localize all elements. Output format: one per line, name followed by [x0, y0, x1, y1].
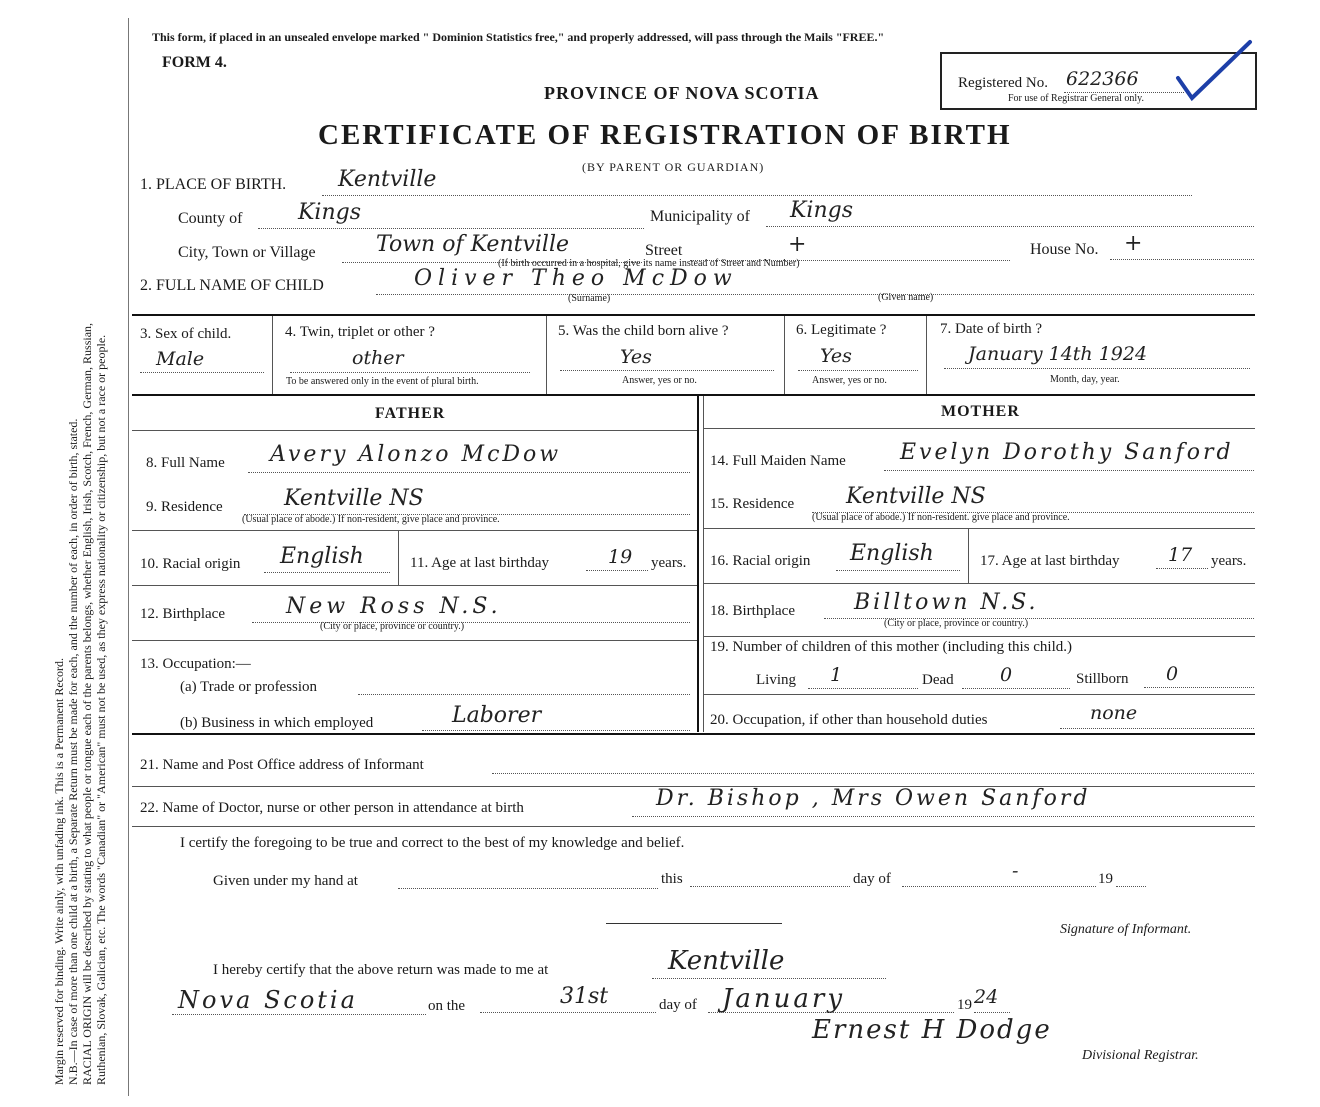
business-value: Laborer — [452, 703, 542, 728]
margin-note-4: Ruthenian, Slovak, Galician, etc. The words "Canadian" or "American" must not be used, as they express nationality or citizenship, but not a race or people. — [94, 334, 108, 1085]
county-value: Kings — [298, 200, 362, 225]
mother-age-label: 17. Age at last birthday — [980, 553, 1120, 569]
mother-birthplace-note: (City or place, province or country.) — [884, 618, 1029, 629]
registered-label: Registered No. — [958, 75, 1048, 91]
surname-note: (Surname) — [568, 293, 611, 304]
dob-note: Month, day, year. — [1050, 374, 1120, 385]
mother-age-value: 17 — [1168, 544, 1193, 566]
stillborn-label: Stillborn — [1076, 671, 1129, 687]
dead-label: Dead — [922, 672, 954, 688]
father-birthplace-value: New Ross N.S. — [286, 594, 502, 619]
occupation-label: 13. Occupation:— — [140, 656, 251, 672]
registrar-place-value: Kentville — [668, 946, 785, 976]
mail-notice: This form, if placed in an unsealed envelope marked " Dominion Statistics free," and properly addressed, will pass through the Mails "FREE." — [152, 30, 885, 44]
place-of-birth-label: 1. PLACE OF BIRTH. — [140, 176, 287, 193]
doctor-label: 22. Name of Doctor, nurse or other person in attendance at birth — [140, 800, 524, 816]
registrar-day-value: 31st — [560, 984, 609, 1009]
day-of-label: day of — [853, 871, 891, 887]
province-heading: PROVINCE OF NOVA SCOTIA — [544, 83, 820, 103]
child-name-label: 2. FULL NAME OF CHILD — [140, 277, 324, 294]
father-heading: FATHER — [375, 405, 446, 422]
certify-text: I certify the foregoing to be true and correct to the best of my knowledge and belief. — [180, 835, 685, 851]
registrar-day-of-label: day of — [659, 997, 697, 1013]
alive-value: Yes — [620, 346, 652, 368]
municipality-label: Municipality of — [650, 208, 750, 225]
margin-line — [128, 18, 129, 1096]
registrar-signature: Ernest H Dodge — [812, 1015, 1052, 1045]
father-residence-value: Kentville NS — [284, 486, 424, 511]
mother-racial-value: English — [850, 541, 934, 566]
house-value: + — [1124, 231, 1143, 256]
certify-year-prefix: 19 — [1098, 871, 1113, 887]
stillborn-value: 0 — [1166, 663, 1179, 685]
informant-label: 21. Name and Post Office address of Informant — [140, 757, 424, 773]
father-name-value: Avery Alonzo McDow — [270, 442, 562, 467]
city-value: Town of Kentville — [376, 232, 570, 257]
father-residence-label: 9. Residence — [146, 499, 223, 515]
dead-value: 0 — [1000, 664, 1013, 686]
registrar-note: For use of Registrar General only. — [1008, 93, 1144, 104]
margin-note-1: Margin reserved for binding. Write ainly, with unfading ink. This is a Permanent Record. — [52, 658, 66, 1085]
form-number: FORM 4. — [162, 54, 227, 71]
sex-value: Male — [156, 348, 205, 370]
dob-label: 7. Date of birth ? — [940, 321, 1043, 337]
legitimate-note: Answer, yes or no. — [812, 375, 887, 386]
child-name-value: Oliver Theo McDow — [414, 266, 738, 291]
city-label: City, Town or Village — [178, 244, 316, 261]
mother-residence-label: 15. Residence — [710, 496, 795, 512]
sex-label: 3. Sex of child. — [140, 326, 232, 342]
municipality-value: Kings — [790, 198, 854, 223]
margin-note-3: RACIAL ORIGIN will be described by stating to what people or tongue each of the parents belongs, whether English, Irish, Scotch, French, German, Russian, — [80, 322, 94, 1085]
twin-value: other — [352, 347, 404, 369]
children-count-label: 19. Number of children of this mother (including this child.) — [710, 639, 1073, 655]
twin-note: To be answered only in the event of plural birth. — [286, 376, 479, 387]
father-residence-note: (Usual place of abode.) If non-resident, give place and province. — [242, 514, 500, 525]
dob-value: January 14th 1924 — [968, 343, 1148, 365]
alive-label: 5. Was the child born alive ? — [558, 323, 729, 339]
mother-age-years: years. — [1211, 553, 1247, 569]
this-label: this — [661, 871, 683, 887]
day-of-value: - — [1012, 860, 1019, 882]
street-label: Street — [645, 242, 683, 259]
mother-heading: MOTHER — [941, 403, 1020, 420]
house-label: House No. — [1030, 241, 1099, 258]
registrar-year-prefix: 19 — [957, 997, 972, 1013]
informant-signature-label: Signature of Informant. — [1060, 922, 1192, 937]
mother-racial-label: 16. Racial origin — [710, 553, 811, 569]
mother-occupation-value: none — [1090, 702, 1138, 724]
legitimate-value: Yes — [820, 345, 852, 367]
given-under-label: Given under my hand at — [213, 873, 358, 889]
mother-occupation-label: 20. Occupation, if other than household duties — [710, 712, 988, 728]
registrar-month-value: January — [722, 984, 846, 1014]
father-birthplace-label: 12. Birthplace — [140, 606, 225, 622]
father-racial-label: 10. Racial origin — [140, 556, 241, 572]
registrar-certify-text: I hereby certify that the above return was made to me at — [213, 962, 549, 978]
margin-note-2: N.B.—In case of more than one child at a birth, a Separate Return must be made for each, and the number of each, in order of birth, stated. — [66, 418, 80, 1085]
father-age-years: years. — [651, 555, 687, 571]
doctor-value: Dr. Bishop , Mrs Owen Sanford — [656, 786, 1091, 811]
mother-name-value: Evelyn Dorothy Sanford — [900, 440, 1234, 465]
certificate-title: CERTIFICATE OF REGISTRATION OF BIRTH — [318, 119, 1012, 151]
father-name-label: 8. Full Name — [146, 455, 225, 471]
trade-label: (a) Trade or profession — [180, 679, 318, 695]
father-birthplace-note: (City or place, province or country.) — [320, 621, 465, 632]
living-value: 1 — [830, 664, 843, 686]
mother-birthplace-label: 18. Birthplace — [710, 603, 795, 619]
mother-birthplace-value: Billtown N.S. — [854, 590, 1039, 615]
living-label: Living — [756, 672, 796, 688]
twin-label: 4. Twin, triplet or other ? — [285, 324, 435, 340]
legitimate-label: 6. Legitimate ? — [796, 322, 887, 338]
father-age-label: 11. Age at last birthday — [410, 555, 549, 571]
on-the-label: on the — [428, 998, 466, 1014]
given-name-note: (Given name) — [878, 292, 934, 303]
certificate-subtitle: (BY PARENT OR GUARDIAN) — [582, 160, 765, 174]
father-age-value: 19 — [608, 546, 633, 568]
registered-number: 622366 — [1066, 68, 1139, 90]
mother-residence-note: (Usual place of abode.) If non-resident. give place and province. — [812, 512, 1070, 523]
registrar-province-value: Nova Scotia — [178, 986, 358, 1014]
hospital-note: (If birth occurred in a hospital, give its name instead of Street and Number) — [498, 258, 800, 269]
father-racial-value: English — [280, 544, 364, 569]
business-label: (b) Business in which employed — [180, 715, 374, 731]
registrar-year-value: 24 — [974, 986, 999, 1008]
place-of-birth-value: Kentville — [338, 167, 437, 192]
county-label: County of — [178, 210, 243, 227]
divisional-registrar-label: Divisional Registrar. — [1082, 1048, 1199, 1063]
checkmark-icon — [1170, 36, 1260, 106]
alive-note: Answer, yes or no. — [622, 375, 697, 386]
margin-notes — [52, 15, 108, 1085]
mother-name-label: 14. Full Maiden Name — [710, 453, 846, 469]
street-value: + — [788, 232, 807, 257]
mother-residence-value: Kentville NS — [846, 484, 986, 509]
